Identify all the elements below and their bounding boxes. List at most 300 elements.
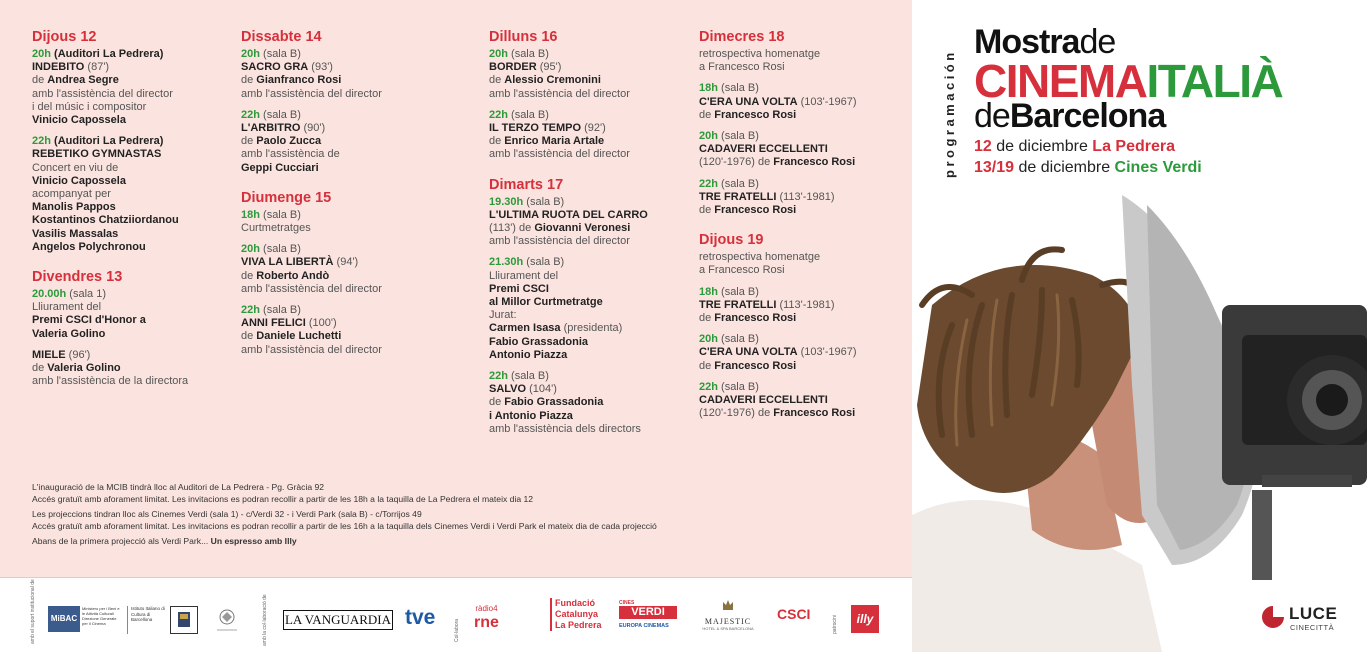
date-mid: de diciembre — [991, 138, 1093, 155]
event-text: amb l'assistència del director — [32, 87, 173, 100]
event-entry — [699, 130, 857, 170]
sponsor-vertical-label: Col·labora — [454, 618, 460, 642]
illy-logo: illy — [851, 605, 879, 633]
rne-text: rne — [474, 614, 499, 631]
event-line — [32, 175, 188, 188]
event-bold-text: CADAVERI ECCELLENTI — [699, 394, 828, 407]
event-bold-text: Vasilis Massalas — [32, 227, 119, 240]
poster-panel — [912, 0, 1367, 652]
event-text: a Francesco Rosi — [699, 264, 785, 277]
event-time: 22h — [699, 380, 718, 393]
mibac-text: MiBAC — [50, 614, 78, 623]
event-entry — [241, 109, 382, 175]
event-bold-text: Angelos Polychronou — [32, 240, 146, 253]
event-text: (sala B) — [507, 108, 549, 121]
shield-icon — [171, 607, 197, 633]
event-line — [32, 288, 188, 301]
event-text: (103'-1967) — [797, 95, 857, 108]
event-text: (sala B) — [507, 370, 549, 383]
event-line — [32, 201, 188, 214]
event-entry — [241, 304, 382, 357]
event-text: amb l'assistència de — [241, 148, 340, 161]
event-time: 19.30h — [489, 195, 524, 208]
event-entry — [489, 109, 648, 162]
event-time: 20.00h — [32, 288, 67, 301]
event-text: (sala B) — [259, 304, 301, 317]
event-bold-text: Francesco Rosi — [773, 156, 856, 169]
event-time: 20h — [489, 48, 508, 60]
event-bold-text: Francesco Rosi — [714, 312, 797, 325]
event-bold-text: Francesco Rosi — [714, 108, 797, 121]
event-bold-text: al Millor Curtmetratge — [489, 296, 603, 309]
event-line — [489, 209, 648, 222]
event-bold-text: Francesco Rosi — [773, 407, 856, 420]
event-line — [489, 349, 648, 362]
event-bold-text: SALVO — [489, 383, 527, 396]
event-time: 20h — [241, 48, 260, 60]
sponsor-vertical-label: patrocini — [832, 615, 838, 634]
event-line — [32, 74, 188, 87]
sponsor-vertical-label: amb el suport institucional de — [30, 579, 36, 644]
event-text: amb l'assistència dels directors — [489, 422, 641, 435]
programacion-label: programación — [942, 49, 957, 178]
event-time: 22h — [489, 108, 508, 121]
event-entry — [241, 209, 382, 235]
event-text: (sala B) — [259, 108, 301, 121]
event-text: (113'-1981) — [776, 298, 835, 311]
note-line: Accés gratuït amb aforament limitat. Les invitacions es podran recollir a partir de les 16h a la taquilla dels Cinemes Verdi i Verdi Park el mateix dia de cada projecció — [32, 520, 657, 531]
event-text: retrospectiva homenatge — [699, 251, 821, 264]
event-line — [489, 296, 648, 309]
event-line — [699, 143, 857, 156]
title-part: de — [974, 97, 1010, 135]
fundacio-line: La Pedrera — [555, 620, 602, 630]
event-line — [241, 270, 382, 283]
luce-name: LUCE — [1289, 604, 1338, 623]
event-line — [489, 309, 648, 322]
event-bold-text: VIVA LA LIBERTÀ — [241, 256, 334, 269]
event-text: (sala 1) — [66, 288, 106, 301]
event-entry — [32, 48, 188, 127]
event-text: (93') — [308, 61, 333, 74]
event-line — [699, 191, 857, 204]
event-line — [32, 214, 188, 227]
day-heading: Dilluns 16 — [489, 29, 558, 45]
radio4-text: ràdio4 — [475, 604, 498, 613]
event-entry — [32, 135, 188, 254]
event-line — [241, 283, 382, 296]
camera-portrait-image — [912, 185, 1367, 652]
event-line — [32, 301, 188, 314]
event-text: (sala B) — [259, 208, 301, 221]
event-line — [241, 209, 382, 222]
date-line-1 — [974, 137, 1175, 157]
event-time: 18h — [241, 208, 260, 221]
event-line — [699, 360, 857, 373]
day-heading: Divendres 13 — [32, 269, 123, 286]
crown-icon — [721, 598, 735, 612]
event-bold-text: Antonio Piazza — [489, 348, 568, 361]
tve-logo: tve — [405, 606, 436, 629]
event-bold-text: TRE FRATELLI — [699, 298, 777, 311]
event-text: (sala B) — [507, 48, 549, 60]
majestic-text: MAJESTIC — [704, 617, 752, 626]
event-line — [32, 101, 188, 114]
event-entry — [699, 251, 857, 277]
event-line — [32, 88, 188, 101]
event-line — [241, 162, 382, 175]
event-text: de — [489, 396, 505, 409]
notes-block — [32, 482, 657, 548]
event-line — [32, 135, 188, 148]
event-bold-text: (Auditori La Pedrera) — [50, 48, 164, 60]
note-line: L'inauguració de la MCIB tindrà lloc al Auditori de La Pedrera - Pg. Gràcia 92 — [32, 482, 325, 492]
event-bold-text: Francesco Rosi — [714, 204, 797, 217]
event-line — [699, 204, 857, 217]
event-line — [241, 304, 382, 317]
program-column — [489, 28, 648, 444]
event-entry — [699, 178, 857, 218]
event-line — [241, 330, 382, 343]
event-entry — [699, 381, 857, 421]
event-bold-text: Giovanni Veronesi — [534, 222, 631, 235]
event-text: amb l'assistència de la directora — [32, 375, 189, 388]
event-text: amb l'assistència del director — [241, 343, 382, 356]
event-bold-text: TRE FRATELLI — [699, 190, 777, 203]
title-part: ALI — [1180, 55, 1251, 107]
verdi-text: VERDI — [619, 606, 677, 619]
csci-logo: CSCI — [777, 606, 811, 622]
event-line — [241, 135, 382, 148]
fundacio-line: Fundació — [555, 598, 595, 608]
event-line — [32, 375, 188, 388]
event-bold-text: Valeria Golino — [47, 362, 121, 375]
luce-logo — [1260, 602, 1350, 636]
event-text: Lliurament del — [32, 301, 102, 314]
event-text: (104') — [526, 383, 557, 396]
event-line — [32, 328, 188, 341]
event-line — [241, 148, 382, 161]
event-text: (120'-1976) de — [699, 407, 774, 420]
event-line — [489, 122, 648, 135]
event-bold-text: Daniele Luchetti — [256, 330, 342, 343]
title-part: Barcelona — [1009, 97, 1166, 135]
event-text: (presidenta) — [560, 322, 623, 335]
event-bold-text: Enrico Maria Artale — [504, 135, 605, 148]
event-bold-text: MIELE — [32, 348, 66, 361]
la-vanguardia-logo: LA VANGUARDIA — [283, 610, 393, 630]
event-text: (sala B) — [523, 256, 565, 269]
event-entry — [699, 82, 857, 122]
event-bold-text: CADAVERI ECCELLENTI — [699, 143, 828, 156]
title-part: À — [1250, 55, 1283, 107]
event-text: (sala B) — [259, 48, 301, 60]
event-text: (sala B) — [717, 380, 759, 393]
event-text: (113') de — [489, 222, 535, 235]
event-line — [699, 312, 857, 325]
event-line — [32, 228, 188, 241]
event-line — [489, 109, 648, 122]
event-entry — [489, 196, 648, 249]
event-text: de — [699, 204, 715, 217]
event-bold-text: C'ERA UNA VOLTA — [699, 346, 798, 359]
event-entry — [699, 48, 857, 74]
event-text: amb l'assistència del director — [241, 282, 382, 295]
event-time: 22h — [241, 108, 260, 121]
event-line — [699, 394, 857, 407]
event-bold-text: Carmen Isasa — [489, 322, 561, 335]
event-text: a Francesco Rosi — [699, 61, 785, 74]
program-column — [32, 28, 188, 396]
event-line — [699, 346, 857, 359]
event-bold-text: Fabio Grassadonia — [504, 396, 604, 409]
event-text: de — [699, 108, 715, 121]
event-text: (90') — [300, 122, 326, 135]
event-line — [241, 88, 382, 101]
event-bold-text: Premi CSCI d'Honor a — [32, 314, 146, 327]
fundacio-logo — [550, 598, 602, 631]
event-line — [699, 251, 857, 264]
event-text: de — [241, 135, 257, 148]
event-text: de — [699, 359, 715, 372]
day-heading: Dijous 12 — [32, 29, 97, 45]
note-line: Accés gratuït amb aforament limitat. Les invitacions es podran recollir a partir de les 18h a la taquilla de La Pedrera el mateix dia 12 — [32, 493, 534, 504]
event-line — [699, 333, 857, 346]
event-text: (100') — [305, 317, 337, 330]
event-time: 20h — [32, 48, 51, 60]
program-column — [699, 28, 857, 428]
event-line — [489, 135, 648, 148]
date-venue: La Pedrera — [1092, 138, 1176, 155]
event-bold-text: Alessio Cremonini — [504, 74, 601, 87]
emblem-logo — [212, 606, 242, 634]
emblem-icon — [212, 606, 242, 634]
event-time: 18h — [699, 82, 718, 95]
event-entry — [699, 286, 857, 326]
event-text: (96') — [65, 348, 91, 361]
program-column — [241, 28, 382, 365]
event-line — [699, 48, 857, 61]
event-text: (sala B) — [717, 285, 759, 298]
event-line — [241, 109, 382, 122]
event-text: (sala B) — [717, 82, 759, 95]
mibac-logo — [48, 606, 80, 632]
event-text: (sala B) — [523, 195, 565, 208]
event-bold-text: Francesco Rosi — [714, 359, 797, 372]
event-line — [489, 256, 648, 269]
event-text: Curtmetratges — [241, 222, 311, 235]
event-line — [489, 148, 648, 161]
event-bold-text: Fabio Grassadonia — [489, 335, 589, 348]
note-line: Les projeccions tindran lloc als Cinemes Verdi (sala 1) - c/Verdi 32 - i Verdi Park (sala B) - c/Torrijos 49 — [32, 509, 422, 519]
event-line — [699, 109, 857, 122]
day-heading: Dimarts 17 — [489, 176, 564, 193]
event-text: (103'-1967) — [797, 346, 857, 359]
event-text: (120'-1976) de — [699, 156, 774, 169]
event-time: 20h — [699, 333, 718, 346]
sponsor-strip — [0, 577, 912, 653]
event-line — [699, 61, 857, 74]
event-line — [699, 82, 857, 95]
day-heading: Dimecres 18 — [699, 29, 785, 45]
event-line — [489, 370, 648, 383]
event-line — [699, 407, 857, 420]
event-entry — [241, 243, 382, 296]
event-line — [489, 61, 648, 74]
event-line — [699, 178, 857, 191]
event-bold-text: Premi CSCI — [489, 282, 549, 295]
date-num: 13/19 — [974, 159, 1015, 176]
event-bold-text: BORDER — [489, 61, 537, 74]
event-bold-text: REBETIKO GYMNASTAS — [32, 148, 162, 161]
event-line — [32, 148, 188, 161]
event-text: de — [32, 74, 48, 87]
event-bold-text: Roberto Andò — [256, 269, 330, 282]
event-entry — [32, 349, 188, 389]
event-line — [489, 196, 648, 209]
title-part: IT — [1146, 55, 1181, 107]
sponsor-vertical-label: amb la col·laboració de — [262, 594, 268, 646]
event-line — [32, 241, 188, 254]
event-time: 21.30h — [489, 256, 524, 269]
event-line — [32, 114, 188, 127]
rne-logo — [474, 604, 499, 631]
event-line — [489, 410, 648, 423]
event-text: (sala B) — [717, 130, 759, 143]
istituto-text: Istituto Italiano di Cultura di Barcellona — [127, 606, 167, 634]
date-num: 12 — [974, 138, 992, 155]
event-bold-text: Kostantinos Chatziiordanou — [32, 214, 179, 227]
event-line — [699, 381, 857, 394]
event-line — [241, 344, 382, 357]
event-time: 22h — [241, 304, 260, 317]
event-text: Jurat: — [489, 309, 517, 322]
event-bold-text: L'ARBITRO — [241, 122, 301, 135]
date-mid: de diciembre — [1014, 159, 1115, 176]
event-entry — [489, 256, 648, 362]
verdi-logo — [619, 600, 677, 629]
event-line — [489, 336, 648, 349]
event-bold-text: SACRO GRA — [241, 61, 309, 74]
event-line — [699, 96, 857, 109]
event-time: 20h — [241, 243, 260, 256]
day-heading: Dijous 19 — [699, 232, 764, 249]
day-heading: Dissabte 14 — [241, 29, 322, 45]
event-line — [241, 48, 382, 61]
event-text: Concert en viu de — [32, 161, 119, 174]
event-line — [32, 48, 188, 61]
event-line — [489, 383, 648, 396]
event-bold-text: Valeria Golino — [32, 327, 106, 340]
event-text: amb l'assistència del director — [489, 235, 630, 248]
event-time: 22h — [489, 370, 508, 383]
event-text: (95') — [536, 61, 562, 74]
event-line — [32, 61, 188, 74]
event-line — [699, 286, 857, 299]
event-line — [32, 188, 188, 201]
event-line — [241, 243, 382, 256]
event-bold-text: Paolo Zucca — [256, 135, 322, 148]
verdi-top-text: CINES — [619, 600, 635, 606]
shield-logo — [170, 606, 198, 634]
event-line — [699, 156, 857, 169]
title-part: de — [1079, 23, 1116, 61]
date-venue: Cines Verdi — [1114, 159, 1202, 176]
event-line — [241, 256, 382, 269]
event-line — [241, 74, 382, 87]
title-barcelona — [974, 98, 1165, 134]
event-entry — [699, 333, 857, 373]
espresso-prefix: Abans de la primera projecció als Verdi Park... — [32, 536, 211, 546]
luce-sub: CINECITTÀ — [1290, 623, 1335, 632]
event-line — [489, 88, 648, 101]
event-line — [32, 314, 188, 327]
event-bold-text: Andrea Segre — [47, 74, 119, 87]
event-bold-text: (Auditori La Pedrera) — [50, 135, 164, 148]
event-line — [241, 317, 382, 330]
event-line — [489, 322, 648, 335]
event-time: 22h — [699, 177, 718, 190]
espresso-bold: Un espresso amb Illy — [210, 536, 297, 546]
event-line — [241, 61, 382, 74]
event-bold-text: ANNI FELICI — [241, 317, 306, 330]
event-entry — [32, 288, 188, 341]
event-line — [489, 270, 648, 283]
event-bold-text: i Antonio Piazza — [489, 409, 573, 422]
majestic-logo — [697, 598, 759, 631]
event-text: (113'-1981) — [776, 190, 835, 203]
event-text: (sala B) — [717, 177, 759, 190]
event-line — [699, 264, 857, 277]
date-line-2 — [974, 158, 1202, 178]
event-text: de — [489, 135, 505, 148]
event-bold-text: Vinicio Capossela — [32, 174, 126, 187]
event-entry — [489, 48, 648, 101]
event-text: (sala B) — [717, 333, 759, 346]
event-line — [489, 235, 648, 248]
event-text: amb l'assistència del director — [489, 87, 630, 100]
event-time: 20h — [699, 130, 718, 143]
event-line — [489, 423, 648, 436]
event-line — [32, 162, 188, 175]
event-text: de — [241, 269, 257, 282]
event-text: (sala B) — [259, 243, 301, 256]
event-text: de — [241, 330, 257, 343]
event-text: amb l'assistència del director — [241, 87, 382, 100]
event-bold-text: C'ERA UNA VOLTA — [699, 95, 798, 108]
event-bold-text: IL TERZO TEMPO — [489, 122, 582, 135]
event-text: amb l'assistència del director — [489, 148, 630, 161]
event-text: Lliurament del — [489, 269, 559, 282]
event-bold-text: INDEBITO — [32, 61, 85, 74]
event-time: 22h — [32, 135, 51, 148]
event-text: retrospectiva homenatge — [699, 48, 821, 60]
event-text: de — [489, 74, 505, 87]
event-line — [241, 222, 382, 235]
event-text: de — [699, 312, 715, 325]
espresso-line — [32, 536, 657, 548]
event-text: (92') — [581, 122, 606, 135]
event-text: acompanyat per — [32, 188, 111, 201]
event-line — [489, 74, 648, 87]
event-bold-text: Manolis Pappos — [32, 201, 116, 214]
event-line — [32, 362, 188, 375]
event-bold-text: Geppi Cucciari — [241, 161, 319, 174]
title-part: CINEMA — [974, 55, 1147, 107]
ministero-text: Ministero per i Beni e le Attività Culturali Direzione Generale per il Cinema — [82, 606, 120, 626]
event-line — [489, 396, 648, 409]
day-heading: Diumenge 15 — [241, 189, 332, 206]
